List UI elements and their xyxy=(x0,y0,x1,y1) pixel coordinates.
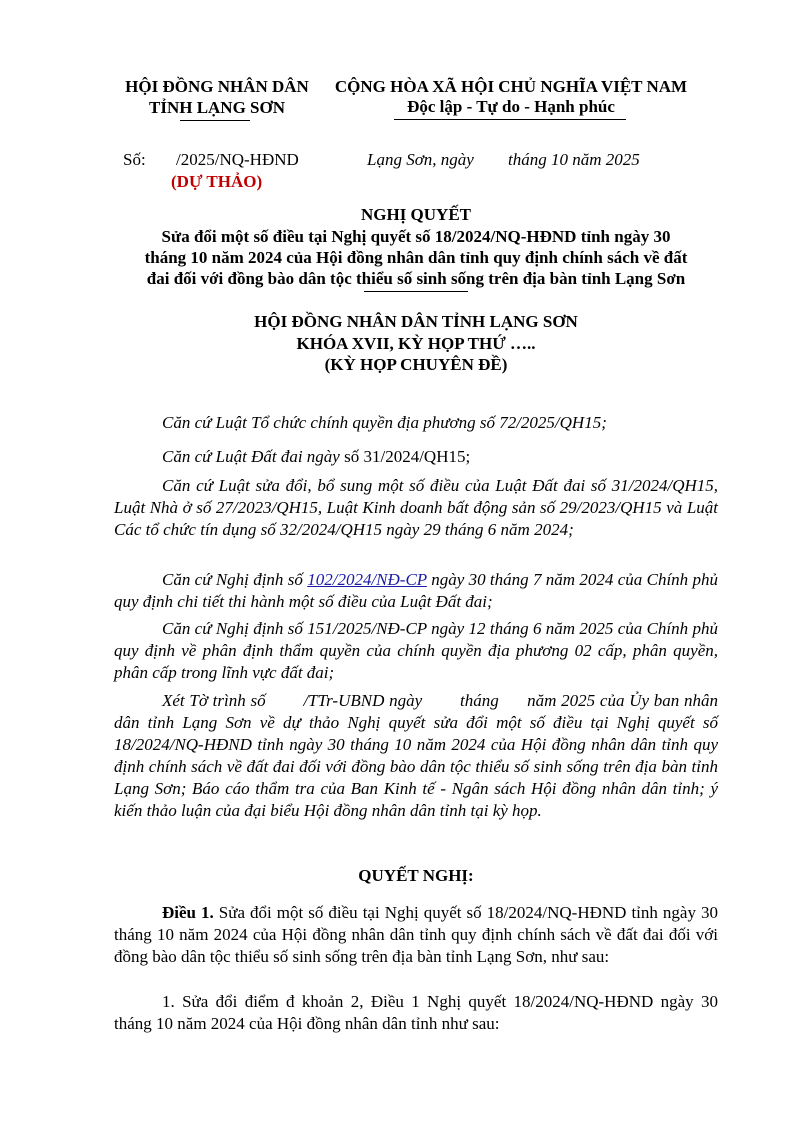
council-session-type: (KỲ HỌP CHUYÊN ĐỀ) xyxy=(324,355,508,374)
doc-date: tháng 10 năm 2025 xyxy=(508,150,640,169)
doc-place-date: Lạng Sơn, ngày xyxy=(367,150,474,169)
basis-5: Căn cứ Nghị định số 151/2025/NĐ-CP ngày 12 tháng 6 năm 2025 của Chính phủ quy định về phân định thẩm quyền của chính quyền địa phương 02 cấp, phân quyền, phân cấp trong lĩnh vực đất đai; xyxy=(114,619,718,682)
decision-heading: QUYẾT NGHỊ: xyxy=(358,866,474,885)
national-title: CỘNG HÒA XÃ HỘI CHỦ NGHĨA VIỆT NAM xyxy=(334,77,688,96)
basis-4-part1: Căn cứ Nghị định số xyxy=(162,570,308,589)
doc-number-label: Số: xyxy=(123,150,146,169)
issuer-underline xyxy=(180,120,250,121)
draft-label: (DỰ THẢO) xyxy=(171,172,263,191)
article-1 xyxy=(114,902,718,968)
doc-type-title: NGHỊ QUYẾT xyxy=(360,205,472,224)
basis-2-part1: Căn cứ Luật Đất đai ngày xyxy=(162,447,345,466)
basis-2-part2: số 31/2024/QH15; xyxy=(344,447,471,466)
article-1-item-1: 1. Sửa đổi điểm đ khoản 2, Điều 1 Nghị quyết 18/2024/NQ-HĐND ngày 30 tháng 10 năm 2024 của Hội đồng nhân dân tỉnh như sau: xyxy=(114,992,718,1033)
doc-subject-line3: đai đối với đồng bào dân tộc thiểu số sinh sống trên địa bàn tỉnh Lạng Sơn xyxy=(146,269,686,288)
doc-subject-line2: tháng 10 năm 2024 của Hội đồng nhân dân tỉnh quy định chính sách về đất xyxy=(144,248,688,267)
article-1-text: Sửa đổi một số điều tại Nghị quyết số 18/2024/NQ-HĐND tỉnh ngày 30 tháng 10 năm 2024 của Hội đồng nhân dân tỉnh quy định chính sách về đất đai đối với đồng bào dân tộc thiểu số sinh sống trên địa bàn tỉnh Lạng Sơn, như sau: xyxy=(114,903,719,966)
basis-1: Căn cứ Luật Tổ chức chính quyền địa phương số 72/2025/QH15; xyxy=(162,413,607,432)
doc-number: /2025/NQ-HĐND xyxy=(176,150,299,169)
issuer-name: HỘI ĐỒNG NHÂN DÂN xyxy=(125,77,309,96)
issuer-province: TỈNH LẠNG SƠN xyxy=(148,98,286,117)
doc-subject-line1: Sửa đổi một số điều tại Nghị quyết số 18/2024/NQ-HĐND tỉnh ngày 30 xyxy=(161,227,671,246)
decree-link[interactable]: 102/2024/NĐ-CP xyxy=(307,570,427,589)
basis-3: Căn cứ Luật sửa đổi, bổ sung một số điều của Luật Đất đai số 31/2024/QH15, Luật Nhà ở số 27/2023/QH15, Luật Kinh doanh bất động sản số 29/2023/QH15 và Luật Các tổ chức tín dụng số 32/2024/QH15 ngày 29 tháng 6 năm 2024; xyxy=(114,476,718,539)
basis-2 xyxy=(114,446,718,468)
title-underline xyxy=(364,291,468,292)
motto-underline xyxy=(394,119,626,120)
council-session: KHÓA XVII, KỲ HỌP THỨ ….. xyxy=(296,334,536,353)
national-motto: Độc lập - Tự do - Hạnh phúc xyxy=(407,97,615,116)
article-1-label: Điều 1. xyxy=(162,903,214,922)
council-name: HỘI ĐỒNG NHÂN DÂN TỈNH LẠNG SƠN xyxy=(254,312,578,331)
basis-4-part2: ngày 30 tháng 7 năm 2024 của Chính phủ quy định chi tiết thi hành một số điều của Luật Đất đai; xyxy=(114,570,718,611)
basis-4 xyxy=(114,569,718,613)
basis-6: Xét Tờ trình số /TTr-UBND ngày tháng năm 2025 của Ủy ban nhân dân tỉnh Lạng Sơn về dự thảo Nghị quyết sửa đổi một số điều tại Nghị quyết số 18/2024/NQ-HĐND tỉnh ngày 30 tháng 10 năm 2024 của Hội đồng nhân dân tỉnh quy định chính sách về đất đai đối với đồng bào dân tộc thiểu số sinh sống trên địa bàn tỉnh Lạng Sơn; Báo cáo thẩm tra của Ban Kinh tế - Ngân sách Hội đồng nhân dân tỉnh; ý kiến thảo luận của đại biểu Hội đồng nhân dân tỉnh tại kỳ họp. xyxy=(114,691,723,820)
